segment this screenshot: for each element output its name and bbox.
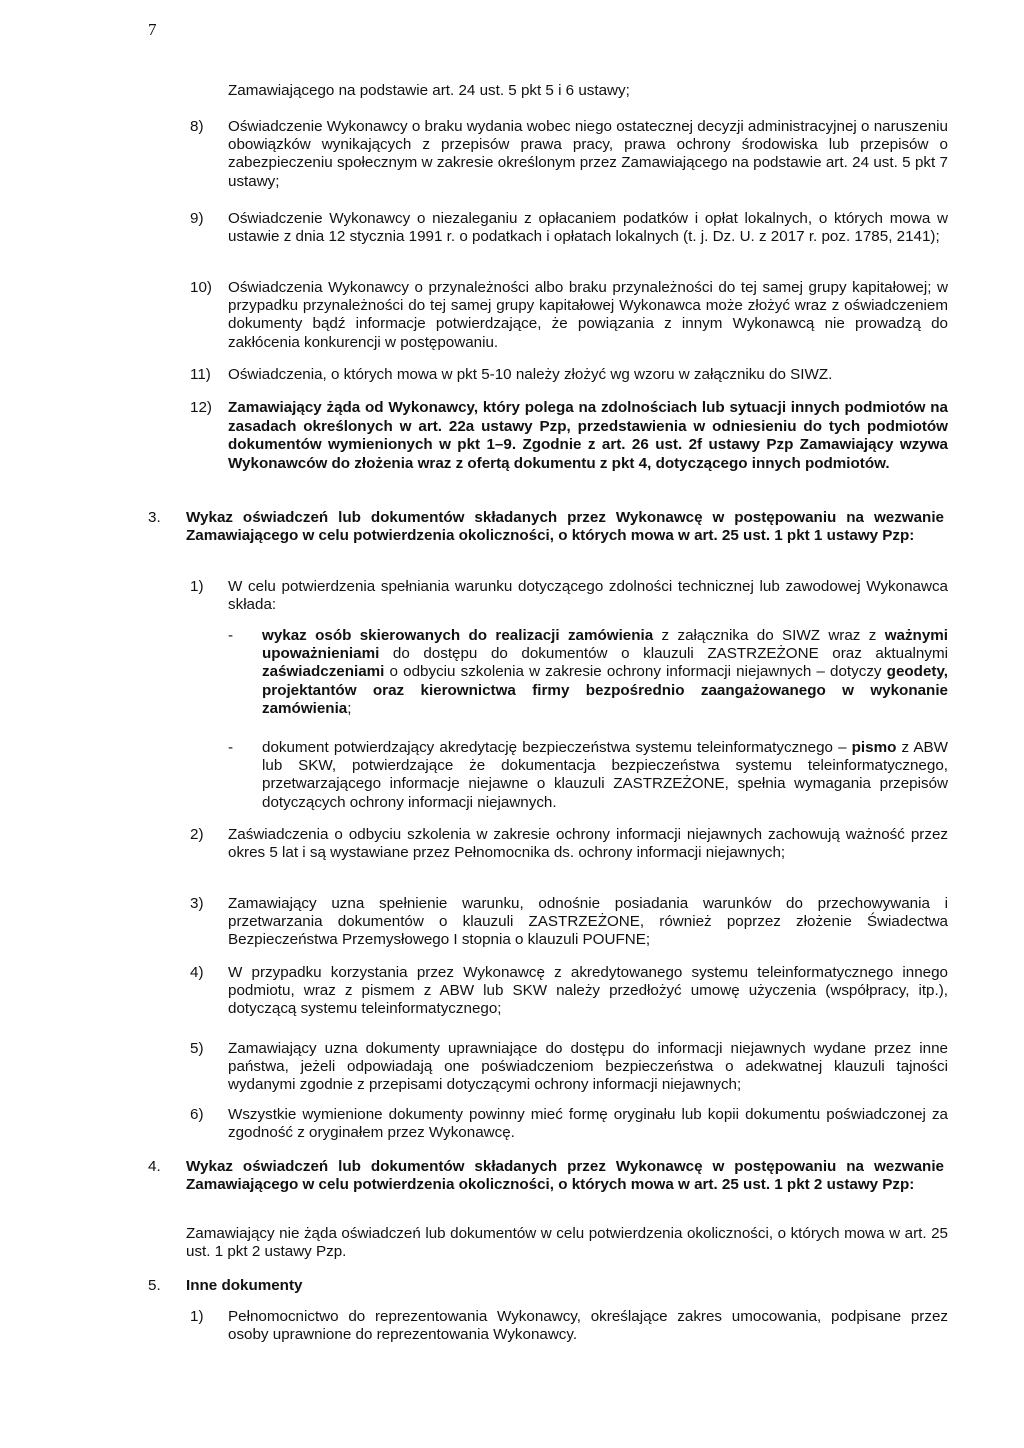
section-heading: Inne dokumenty bbox=[186, 1277, 303, 1294]
section-4-paragraph: Zamawiający nie żąda oświadczeń lub dokumentów w celu potwierdzenia okoliczności, o których mowa w art. 25 ust. 1 pkt 2 ustawy Pzp. bbox=[186, 1225, 948, 1261]
bold-fragment: geodety, projektantów oraz kierownictwa firmy bezpośrednio zaangażowanego w wykonanie zamówienia bbox=[262, 663, 948, 717]
item-number: 2) bbox=[190, 826, 204, 843]
item-text: Zaświadczenia o odbyciu szkolenia w zakresie ochrony informacji niejawnych zachowują ważność przez okres 5 lat i są wystawiane przez Pełnomocnika ds. ochrony informacji niejawnych; bbox=[228, 826, 948, 862]
item-text: Oświadczenia Wykonawcy o przynależności albo braku przynależności do tej samej grupy kapitałowej; w przypadku przynależności do tej samej grupy kapitałowej Wykonawca może złożyć wraz z oświadczeniem dokumenty bądź informacje potwierdzające, że powiązania z innym Wykonawcą nie prowadzą do zakłócenia konkurencji w postępowaniu. bbox=[228, 279, 948, 351]
item-text: W przypadku korzystania przez Wykonawcę z akredytowanego systemu teleinformatycznego innego podmiotu, wraz z pismem z ABW lub SKW należy przedłożyć umowę użyczenia (współpracy, itp.), dotyczącą systemu teleinformatycznego; bbox=[228, 964, 948, 1018]
section-5 bbox=[148, 1277, 948, 1295]
dash-item-accreditation bbox=[262, 739, 948, 812]
bold-fragment: pismo bbox=[851, 739, 897, 756]
page-number: 7 bbox=[148, 20, 157, 39]
list-item-8 bbox=[190, 118, 948, 191]
section-3-item-5 bbox=[190, 1040, 948, 1095]
list-item-11 bbox=[190, 366, 948, 384]
item-text: Oświadczenie Wykonawcy o braku wydania wobec niego ostatecznej decyzji administracyjnej o naruszeniu obowiązków wynikających z przepisów prawa pracy, prawa ochrony środowiska lub przepisów o zabezpieczeniu społecznym w zakresie określonym przez Zamawiającego na podstawie art. 24 ust. 5 pkt 7 ustawy; bbox=[228, 118, 948, 190]
text-fragment: o odbyciu szkolenia w zakresie ochrony informacji niejawnych – dotyczy bbox=[384, 663, 887, 681]
section-number: 3. bbox=[148, 509, 161, 526]
item-number: 5) bbox=[190, 1040, 204, 1057]
section-4 bbox=[148, 1158, 948, 1195]
text-fragment: z ABW lub SKW, potwierdzające że dokumentacja bezpieczeństwa systemu teleinformatycznego, przetwarzającego informacje niejawne o klauzuli ZASTRZEŻONE, spełnia wymagania przepisów dotyczących ochrony informacji niejawnych. bbox=[262, 739, 948, 811]
item-number: 3) bbox=[190, 895, 204, 912]
item-text: Zamawiający uzna dokumenty uprawniające do dostępu do informacji niejawnych wydane przez inne państwa, jeżeli odpowiadają one poświadczeniom bezpieczeństwa o adekwatnej klauzuli tajności wydanymi zgodnie z przepisami dotyczącymi ochrony informacji niejawnych; bbox=[228, 1040, 948, 1094]
dash-bullet: - bbox=[228, 627, 234, 644]
item-number: 9) bbox=[190, 210, 204, 227]
item-text: Oświadczenie Wykonawcy o niezaleganiu z opłacaniem podatków i opłat lokalnych, o których mowa w ustawie z dnia 12 stycznia 1991 r. o podatkach i opłatach lokalnych (t. j. Dz. U. z 2017 r. poz. 1785, 2141); bbox=[228, 210, 948, 246]
continuation-line: Zamawiającego na podstawie art. 24 ust. 5 pkt 5 i 6 ustawy; bbox=[228, 82, 630, 99]
section-heading: Wykaz oświadczeń lub dokumentów składanych przez Wykonawcę w postępowaniu na wezwanie Zamawiającego w celu potwierdzenia okoliczności, o których mowa w art. 25 ust. 1 pkt 1 ustawy Pzp: bbox=[186, 509, 944, 545]
bold-fragment: ważnymi upoważnieniami bbox=[262, 627, 948, 663]
text-fragment: z załącznika do SIWZ wraz z bbox=[653, 627, 885, 644]
section-3-item-6 bbox=[190, 1106, 948, 1142]
section-heading: Wykaz oświadczeń lub dokumentów składanych przez Wykonawcę w postępowaniu na wezwanie Zamawiającego w celu potwierdzenia okoliczności, o których mowa w art. 25 ust. 1 pkt 2 ustawy Pzp: bbox=[186, 1158, 944, 1194]
section-number: 5. bbox=[148, 1277, 161, 1294]
item-text: Zamawiający żąda od Wykonawcy, który polega na zdolnościach lub sytuacji innych podmiotów na zasadach określonych w art. 22a ustawy Pzp, przedstawienia w odniesieniu do tych podmiotów dokumentów wymienionych w pkt 1–9. Zgodnie z art. 26 ust. 2f ustawy Pzp Zamawiający wzywa Wykonawców do złożenia wraz z ofertą dokumentu z pkt 4, dotyczącego innych podmiotów. bbox=[228, 399, 948, 472]
item-text: Pełnomocnictwo do reprezentowania Wykonawcy, określające zakres umocowania, podpisane przez osoby uprawnione do reprezentowania Wykonawcy. bbox=[228, 1308, 948, 1344]
item-number: 6) bbox=[190, 1106, 204, 1123]
section-3-item-4 bbox=[190, 964, 948, 1019]
item-number: 10) bbox=[190, 279, 212, 296]
list-item-12 bbox=[190, 399, 948, 473]
item-text: W celu potwierdzenia spełniania warunku dotyczącego zdolności technicznej lub zawodowej Wykonawca składa: bbox=[228, 578, 948, 614]
section-5-item-1 bbox=[190, 1308, 948, 1344]
item-text: Zamawiający uzna spełnienie warunku, odnośnie posiadania warunków do przechowywania i przetwarzania dokumentów o klauzuli ZASTRZEŻONE, również poprzez złożenie Świadectwa Bezpieczeństwa Przemysłowego I stopnia o klauzuli POUFNE; bbox=[228, 895, 948, 949]
list-item-9 bbox=[190, 210, 948, 246]
dash-item-staff-list bbox=[262, 627, 948, 718]
bold-fragment: wykaz osób skierowanych do realizacji zamówienia bbox=[262, 627, 654, 644]
item-text: Oświadczenia, o których mowa w pkt 5-10 należy złożyć wg wzoru w załączniku do SIWZ. bbox=[228, 366, 833, 383]
item-number: 12) bbox=[190, 399, 212, 416]
item-number: 8) bbox=[190, 118, 204, 135]
text-fragment: ; bbox=[347, 699, 352, 717]
item-number: 1) bbox=[190, 1308, 204, 1325]
item-number: 1) bbox=[190, 578, 204, 595]
item-number: 4) bbox=[190, 964, 204, 981]
item-number: 11) bbox=[190, 366, 211, 383]
list-item-10 bbox=[190, 279, 948, 352]
section-number: 4. bbox=[148, 1158, 161, 1175]
section-3 bbox=[148, 509, 948, 546]
text-fragment: do dostępu do dokumentów o klauzuli ZASTRZEŻONE oraz aktualnymi bbox=[379, 645, 948, 663]
section-3-item-3 bbox=[190, 895, 948, 950]
text-fragment: dokument potwierdzający akredytację bezpieczeństwa systemu teleinformatycznego – bbox=[262, 739, 852, 756]
item-text: Wszystkie wymienione dokumenty powinny mieć formę oryginału lub kopii dokumentu poświadczonej za zgodność z oryginałem przez Wykonawcę. bbox=[228, 1106, 948, 1142]
bold-fragment: zaświadczeniami bbox=[262, 663, 385, 681]
section-3-item-1 bbox=[190, 578, 948, 614]
section-3-item-2 bbox=[190, 826, 948, 862]
dash-bullet: - bbox=[228, 739, 234, 756]
